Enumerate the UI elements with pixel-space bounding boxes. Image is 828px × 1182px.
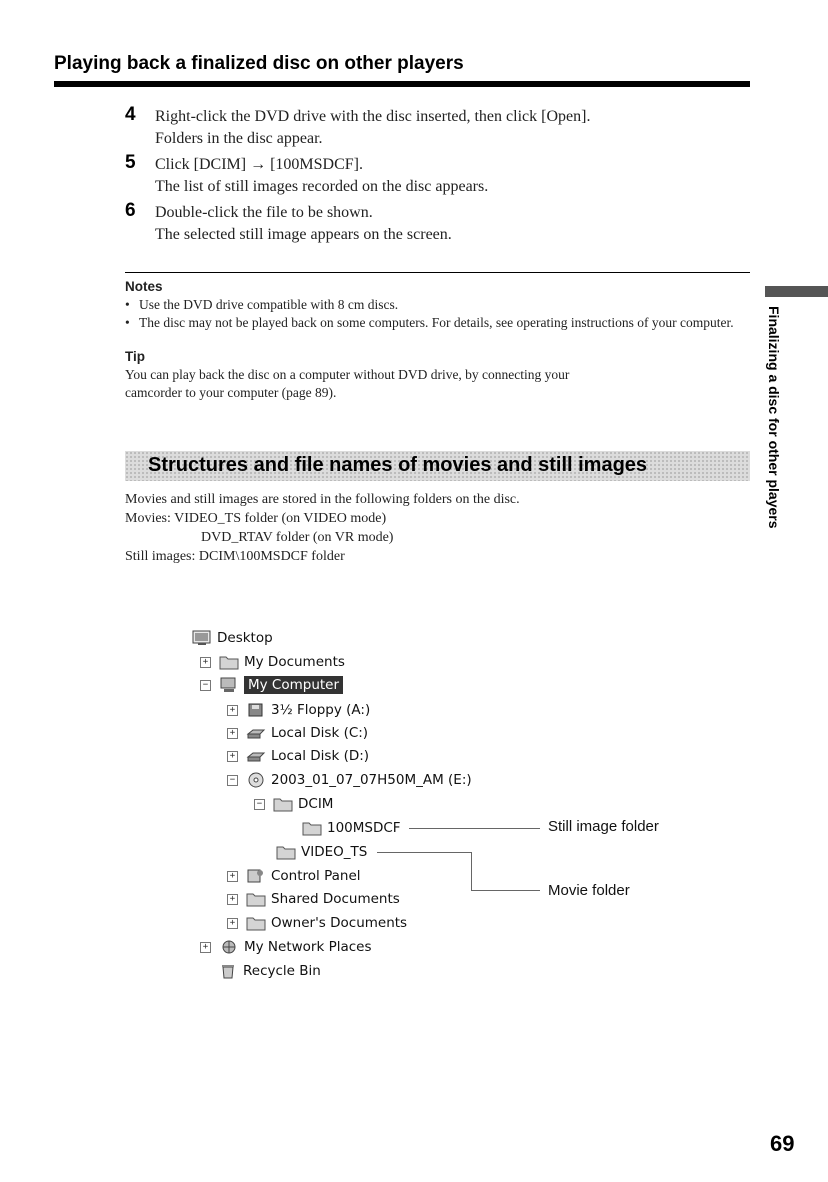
section-title: Structures and file names of movies and still images bbox=[148, 454, 648, 476]
tree-label: 2003_01_07_07H50M_AM (E:) bbox=[271, 772, 472, 788]
page-number: 69 bbox=[770, 1131, 795, 1156]
still-image-folder-label: Still image folder bbox=[548, 818, 659, 835]
body-movies: Movies: VIDEO_TS folder (on VIDEO mode) bbox=[125, 511, 387, 526]
tree-label: VIDEO_TS bbox=[301, 844, 368, 860]
steps-list bbox=[125, 106, 745, 250]
collapse-icon[interactable]: − bbox=[254, 799, 265, 810]
tip-text-line: camcorder to your computer (page 89). bbox=[125, 385, 337, 400]
tree-item-my-computer[interactable] bbox=[200, 675, 343, 695]
notes-divider bbox=[125, 272, 750, 273]
bullet: • bbox=[125, 315, 130, 330]
control-panel-icon bbox=[246, 868, 266, 884]
hard-drive-icon bbox=[246, 748, 266, 764]
expand-icon[interactable]: + bbox=[200, 942, 211, 953]
step-5 bbox=[125, 154, 745, 198]
section-body bbox=[125, 490, 520, 566]
body-stills: Still images: DCIM\100MSDCF folder bbox=[125, 549, 345, 564]
folder-icon bbox=[246, 915, 266, 931]
step-number: 5 bbox=[125, 152, 136, 173]
hard-drive-icon bbox=[246, 725, 266, 741]
expand-icon[interactable]: + bbox=[227, 705, 238, 716]
step-instruction: Double-click the file to be shown. bbox=[155, 204, 373, 221]
step-number: 6 bbox=[125, 200, 136, 221]
movie-folder-label: Movie folder bbox=[548, 882, 630, 899]
tree-label-selected: My Computer bbox=[244, 676, 343, 694]
floppy-drive-icon bbox=[246, 702, 266, 718]
notes-heading: Notes bbox=[125, 279, 163, 294]
expand-icon[interactable]: + bbox=[227, 751, 238, 762]
collapse-icon[interactable]: − bbox=[227, 775, 238, 786]
desktop-icon bbox=[192, 630, 212, 646]
tree-item-local-c[interactable] bbox=[227, 723, 368, 743]
step-result: The selected still image appears on the screen. bbox=[155, 226, 452, 243]
expand-icon[interactable]: + bbox=[227, 728, 238, 739]
folder-icon bbox=[276, 844, 296, 860]
tip-text-line: You can play back the disc on a computer without DVD drive, by connecting your bbox=[125, 367, 570, 382]
expand-icon[interactable]: + bbox=[227, 871, 238, 882]
movie-leader-line-bottom bbox=[471, 890, 540, 891]
tree-label: My Network Places bbox=[244, 939, 372, 955]
side-chapter-label: Finalizing a disc for other players bbox=[766, 306, 782, 529]
still-image-leader-line bbox=[409, 828, 540, 829]
movie-leader-line-vertical bbox=[471, 852, 472, 890]
step-result: Folders in the disc appear. bbox=[155, 130, 323, 147]
page-title: Playing back a finalized disc on other players bbox=[54, 53, 464, 74]
bullet: • bbox=[125, 297, 130, 312]
expand-icon[interactable]: + bbox=[200, 657, 211, 668]
tree-item-control-panel[interactable] bbox=[227, 866, 361, 886]
tree-label: 3½ Floppy (A:) bbox=[271, 702, 371, 718]
side-tab-marker bbox=[765, 286, 828, 297]
folder-icon bbox=[219, 654, 239, 670]
expand-icon[interactable]: + bbox=[227, 894, 238, 905]
tree-item-desktop[interactable] bbox=[192, 628, 273, 648]
dvd-disc-icon bbox=[246, 772, 266, 788]
step-number: 4 bbox=[125, 104, 136, 125]
title-rule bbox=[54, 81, 750, 87]
tree-item-owners-documents[interactable] bbox=[227, 913, 407, 933]
folder-icon bbox=[246, 891, 266, 907]
tree-label: 100MSDCF bbox=[327, 820, 401, 836]
recycle-bin-icon bbox=[218, 963, 238, 979]
tree-item-shared-documents[interactable] bbox=[227, 889, 400, 909]
tree-item-dvd-drive[interactable] bbox=[227, 770, 472, 790]
tree-label: DCIM bbox=[298, 796, 334, 812]
tree-label: Owner's Documents bbox=[271, 915, 408, 931]
step-instruction: Right-click the DVD drive with the disc inserted, then click [Open]. bbox=[155, 108, 591, 125]
movie-leader-line-top bbox=[377, 852, 471, 853]
note-item bbox=[125, 314, 745, 332]
folder-icon bbox=[302, 820, 322, 836]
body-intro: Movies and still images are stored in the following folders on the disc. bbox=[125, 492, 520, 507]
tree-item-video-ts[interactable] bbox=[276, 842, 367, 862]
step-6 bbox=[125, 202, 745, 246]
network-globe-icon bbox=[219, 939, 239, 955]
tree-label: Shared Documents bbox=[271, 891, 400, 907]
tip-heading: Tip bbox=[125, 349, 145, 364]
note-text: The disc may not be played back on some computers. For details, see operating instructions of your computer. bbox=[139, 315, 734, 330]
tree-item-100msdcf[interactable] bbox=[302, 818, 401, 838]
tree-label: Control Panel bbox=[271, 868, 361, 884]
tree-label: Desktop bbox=[217, 630, 273, 646]
tip-section bbox=[125, 348, 745, 402]
tree-label: Recycle Bin bbox=[243, 963, 321, 979]
step-4 bbox=[125, 106, 745, 150]
tree-item-local-d[interactable] bbox=[227, 746, 369, 766]
tree-item-network-places[interactable] bbox=[200, 937, 372, 957]
notes-section bbox=[125, 278, 745, 402]
body-movies-vr: DVD_RTAV folder (on VR mode) bbox=[201, 530, 394, 545]
note-text: Use the DVD drive compatible with 8 cm discs. bbox=[139, 297, 399, 312]
tree-label: Local Disk (C:) bbox=[271, 725, 369, 741]
step-instruction: Click [DCIM] → [100MSDCF]. bbox=[155, 156, 364, 173]
step-result: The list of still images recorded on the disc appears. bbox=[155, 178, 489, 195]
tree-item-my-documents[interactable] bbox=[200, 652, 345, 672]
tree-item-dcim[interactable] bbox=[254, 794, 333, 814]
tree-item-recycle-bin[interactable] bbox=[218, 961, 321, 981]
collapse-icon[interactable]: − bbox=[200, 680, 211, 691]
tree-label: My Documents bbox=[244, 654, 345, 670]
tree-label: Local Disk (D:) bbox=[271, 748, 370, 764]
folder-icon bbox=[273, 796, 293, 812]
note-item bbox=[125, 296, 745, 314]
tree-item-floppy[interactable] bbox=[227, 700, 370, 720]
expand-icon[interactable]: + bbox=[227, 918, 238, 929]
computer-icon bbox=[219, 677, 239, 693]
